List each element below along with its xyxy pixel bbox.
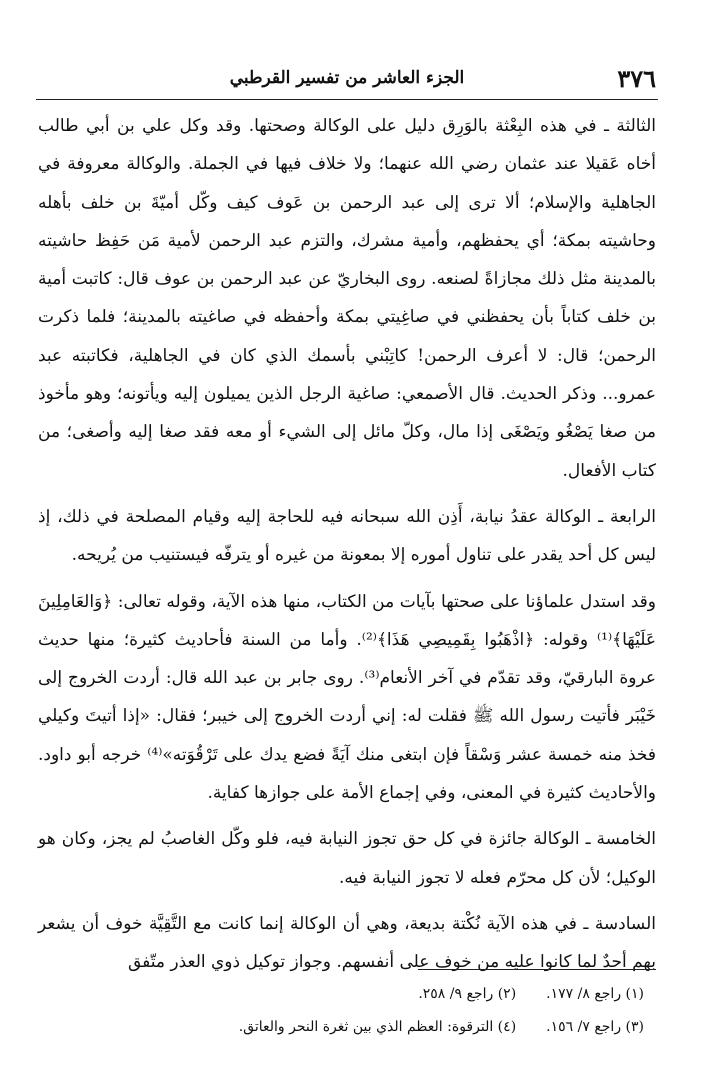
main-text <box>38 107 656 982</box>
page-number: ٣٧٦ <box>617 64 656 93</box>
footnotes <box>40 978 644 1044</box>
footnote-4: (٤) الترقوة: العظم الذي بين ثغرة النحر والعاتق. <box>238 1019 517 1035</box>
paragraph-fifth-point: الخامسة ـ الوكالة جائزة في كل حق تجوز النيابة فيه، فلو وكّل الغاصبُ لم يجز، وكان هو الوكيل؛ لأن كل محرّم فعله لا تجوز النيابة فيه. <box>38 829 656 888</box>
page-header <box>36 62 658 98</box>
paragraph-third-point: الثالثة ـ في هذه البِعْثة بالوَرِق دليل على الوكالة وصحتها. وقد وكل علي بن أبي طالب أخاه عَقيلا عند عثمان رضي الله عنهما؛ ولا خلاف فيها في الجملة. والوكالة معروفة في الجاهلية والإسلام؛ ألا ترى إلى عبد الرحمن بن عَوف كيف وكّل أميّةَ بن خلف بأهله وحاشيته بمكة؛ أي يحفظهم، وأمية مشرك، والتزم عبد الرحمن لأمية مَن حَفِظ حاشيته بالمدينة مثل ذلك مجازاةً لصنعه. روى البخاريّ عن عبد الرحمن بن عوف قال: كاتبت أمية بن خلف كتاباً بأن يحفظني في صاغِيتي بمكة وأحفظه في صاغيته بالمدينة؛ فلما ذكرت الرحمن؛ قال: لا أعرف الرحمن! كاتِبْني بأسمك الذي كان في الجاهلية، فكاتبته عبد عمرو... وذكر الحديث. قال الأصمعي: صاغية الرجل الذين يميلون إليه ويأتونه؛ وهو مأخوذ من صغا يَصْغُو ويَصْغَى إذا مال، وكلّ مائل إلى الشيء أو معه فقد صغا إليه وأصغى؛ من كتاب الأفعال. <box>38 116 656 481</box>
paragraph-fourth-point: الرابعة ـ الوكالة عقدُ نيابة، أَذِن الله سبحانه فيه للحاجة إليه وقيام المصلحة في ذلك، إذ ليس كل أحد يقدر على تناول أموره إلا بمعونة من غيره أو يترفّه فيستنيب من يُريحه. <box>38 506 656 566</box>
footnote-row <box>40 1011 644 1044</box>
paragraph-evidence: وقد استدل علماؤنا على صحتها بآيات من الكتاب، منها هذه الآية، وقوله تعالى: ﴿وَالعَامِلِينَ عَلَيْهَا﴾⁽¹⁾ وقوله: ﴿اذْهَبُوا بِقَمِيصِي هَذَا﴾⁽²⁾. وأما من السنة فأحاديث كثيرة؛ منها حديث عروة البارقيّ، وقد تقدّم في آخر الأنعام⁽³⁾. روى جابر بن عبد الله قال: أردت الخروج إلى خَيْبَر فأتيت رسول الله ﷺ فقلت له: إني أردت الخروج إلى خيبر؛ فقال: «إذا أتيتَ وكيلي فخذ منه خمسة عشر وَسْقاً فإن ابتغى منك آيَةً فضع يدك على تَرْقُوَته»⁽⁴⁾ خرجه أبو داود. والأحاديث كثيرة في المعنى، وفي إجماع الأمة على جوازها كفاية. <box>38 591 657 804</box>
header-rule <box>36 99 658 100</box>
footnote-rule <box>418 969 656 970</box>
paragraph-sixth-point: السادسة ـ في هذه الآية نُكْتة بديعة، وهي أن الوكالة إنما كانت مع التَّقِيَّة خوف أن يشعر بهم أحدٌ لما كانوا عليه من خوف على أنفسهم. وجواز توكيل ذوي العذر متّفق <box>38 913 656 973</box>
footnote-row <box>40 978 644 1011</box>
footnote-1: (١) راجع ٨/ ١٧٧. <box>546 986 644 1002</box>
footnote-3: (٣) راجع ٧/ ١٥٦. <box>546 1019 644 1035</box>
running-title: الجزء العاشر من تفسير القرطبي <box>229 68 465 88</box>
footnote-2: (٢) راجع ٩/ ٢٥٨. <box>418 986 517 1002</box>
